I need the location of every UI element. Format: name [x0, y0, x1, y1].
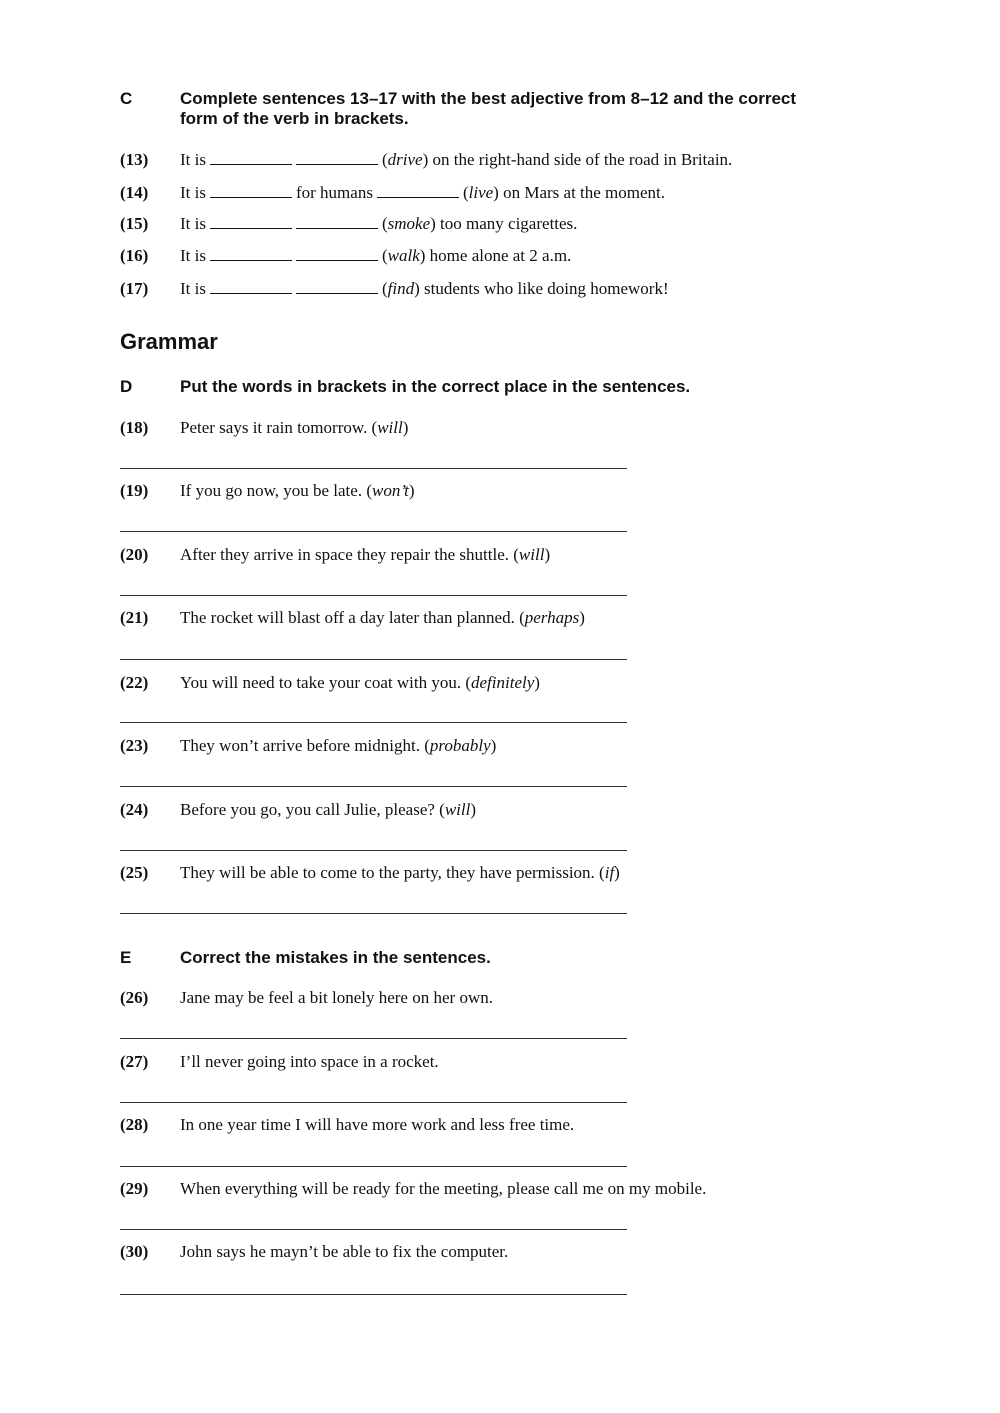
question-text — [180, 861, 620, 885]
question-number: (13) — [120, 150, 149, 169]
question-text: I’ll never going into space in a rocket. — [180, 1052, 439, 1071]
sentence-start: It is — [180, 150, 206, 169]
question-18 — [0, 416, 1000, 440]
question-24 — [0, 798, 1000, 822]
bracket-word: won’t — [372, 481, 409, 500]
answer-line-24[interactable] — [120, 850, 627, 851]
section-d-instruction: Put the words in brackets in the correct place in the sentences. — [180, 377, 691, 396]
question-13 — [0, 148, 1000, 172]
answer-blank-verb[interactable] — [296, 279, 378, 294]
open-paren: ( — [381, 246, 388, 265]
question-number: (19) — [120, 481, 149, 500]
verb-hint: find — [387, 279, 415, 298]
bracket-word: will — [377, 418, 403, 437]
question-29 — [0, 1177, 1000, 1201]
bracket-word: probably — [429, 736, 491, 755]
bracket-word: if — [604, 863, 615, 882]
close-paren: ) — [402, 418, 409, 437]
answer-line-27[interactable] — [120, 1102, 627, 1103]
answer-line-20[interactable] — [120, 595, 627, 596]
question-text — [180, 606, 585, 630]
answer-line-28[interactable] — [120, 1166, 627, 1167]
question-30 — [0, 1240, 1000, 1264]
sentence-end: ) students who like doing homework! — [414, 279, 669, 298]
sentence-start: It is — [180, 214, 206, 233]
question-21 — [0, 606, 1000, 630]
question-text — [180, 181, 665, 205]
question-25 — [0, 861, 1000, 885]
question-20 — [0, 543, 1000, 567]
question-15 — [0, 212, 1000, 236]
question-text — [180, 798, 476, 822]
answer-line-18[interactable] — [120, 468, 627, 469]
section-c-instruction-line2: form of the verb in brackets. — [180, 109, 409, 128]
question-number: (17) — [120, 279, 149, 298]
question-number: (22) — [120, 673, 149, 692]
close-paren: ) — [490, 736, 497, 755]
question-text — [180, 734, 496, 758]
question-14 — [0, 181, 1000, 205]
sentence: Peter says it rain tomorrow. ( — [180, 418, 378, 437]
question-number: (14) — [120, 183, 149, 202]
question-number: (25) — [120, 863, 149, 882]
close-paren: ) — [614, 863, 620, 882]
question-17 — [0, 277, 1000, 301]
question-text — [180, 212, 577, 236]
open-paren: ( — [381, 279, 388, 298]
sentence-end: ) too many cigarettes. — [430, 214, 578, 233]
question-text — [180, 277, 669, 301]
question-number: (20) — [120, 545, 149, 564]
sentence: After they arrive in space they repair the shuttle. ( — [180, 545, 519, 564]
section-c-instruction-line1: Complete sentences 13–17 with the best adjective from 8–12 and the correct — [180, 89, 797, 108]
question-text — [180, 543, 550, 567]
sentence-end: ) home alone at 2 a.m. — [419, 246, 572, 265]
question-26 — [0, 986, 1000, 1010]
question-22 — [0, 671, 1000, 695]
answer-blank-adjective[interactable] — [210, 279, 292, 294]
question-16 — [0, 244, 1000, 268]
sentence: If you go now, you be late. ( — [180, 481, 372, 500]
answer-blank-adjective[interactable] — [210, 246, 292, 261]
answer-line-26[interactable] — [120, 1038, 627, 1039]
answer-line-19[interactable] — [120, 531, 627, 532]
question-text: When everything will be ready for the meeting, please call me on my mobile. — [180, 1179, 707, 1198]
answer-blank-verb[interactable] — [296, 246, 378, 261]
open-paren: ( — [381, 150, 388, 169]
answer-line-30[interactable] — [120, 1294, 627, 1295]
bracket-word: definitely — [471, 673, 535, 692]
section-c-instruction — [180, 89, 880, 129]
close-paren: ) — [579, 608, 585, 627]
bracket-word: will — [444, 800, 471, 819]
answer-line-21[interactable] — [120, 659, 627, 660]
question-text — [180, 479, 415, 503]
question-number: (30) — [120, 1242, 149, 1261]
sentence-end: ) on the right-hand side of the road in Britain. — [422, 150, 733, 169]
question-number: (23) — [120, 736, 149, 755]
answer-blank-verb[interactable] — [296, 214, 378, 229]
section-d-letter: D — [120, 377, 133, 396]
answer-line-22[interactable] — [120, 722, 627, 723]
question-text: John says he mayn’t be able to fix the computer. — [180, 1242, 509, 1261]
question-number: (21) — [120, 608, 149, 627]
answer-blank-verb[interactable] — [377, 183, 459, 198]
question-19 — [0, 479, 1000, 503]
answer-blank-adjective[interactable] — [210, 150, 292, 165]
question-number: (26) — [120, 988, 149, 1007]
sentence: Before you go, you call Julie, please? ( — [180, 800, 445, 819]
sentence: You will need to take your coat with you. ( — [180, 673, 472, 692]
sentence-start: It is — [180, 183, 206, 202]
question-number: (16) — [120, 246, 149, 265]
sentence-end: ) on Mars at the moment. — [493, 183, 666, 202]
section-e-instruction: Correct the mistakes in the sentences. — [180, 948, 491, 967]
close-paren: ) — [470, 800, 477, 819]
open-paren: ( — [462, 183, 469, 202]
answer-line-23[interactable] — [120, 786, 627, 787]
question-text — [180, 416, 408, 440]
question-text: Jane may be feel a bit lonely here on her own. — [180, 988, 493, 1007]
sentence: The rocket will blast off a day later than planned. ( — [180, 608, 525, 627]
open-paren: ( — [381, 214, 388, 233]
close-paren: ) — [544, 545, 551, 564]
question-27 — [0, 1050, 1000, 1074]
verb-hint: live — [468, 183, 494, 202]
answer-line-25[interactable] — [120, 913, 627, 914]
answer-blank-adjective[interactable] — [210, 183, 292, 198]
question-text: In one year time I will have more work and less free time. — [180, 1115, 575, 1134]
question-text — [180, 148, 732, 172]
sentence-middle: for humans — [295, 183, 373, 202]
question-number: (15) — [120, 214, 149, 233]
question-number: (29) — [120, 1179, 149, 1198]
question-number: (28) — [120, 1115, 149, 1134]
grammar-heading: Grammar — [120, 329, 218, 354]
question-number: (24) — [120, 800, 149, 819]
bracket-word: will — [518, 545, 545, 564]
answer-line-29[interactable] — [120, 1229, 627, 1230]
question-23 — [0, 734, 1000, 758]
sentence-start: It is — [180, 279, 206, 298]
question-28 — [0, 1113, 1000, 1137]
answer-blank-adjective[interactable] — [210, 214, 292, 229]
section-c-letter: C — [120, 89, 133, 108]
verb-hint: walk — [387, 246, 420, 265]
section-e-letter: E — [120, 948, 132, 967]
question-text — [180, 671, 540, 695]
verb-hint: smoke — [387, 214, 431, 233]
question-number: (27) — [120, 1052, 149, 1071]
question-text — [180, 244, 571, 268]
bracket-word: perhaps — [524, 608, 580, 627]
sentence: They will be able to come to the party, they have permission. ( — [180, 863, 605, 882]
close-paren: ) — [408, 481, 415, 500]
close-paren: ) — [534, 673, 540, 692]
verb-hint: drive — [387, 150, 423, 169]
answer-blank-verb[interactable] — [296, 150, 378, 165]
question-number: (18) — [120, 418, 149, 437]
sentence-start: It is — [180, 246, 206, 265]
sentence: They won’t arrive before midnight. ( — [180, 736, 430, 755]
